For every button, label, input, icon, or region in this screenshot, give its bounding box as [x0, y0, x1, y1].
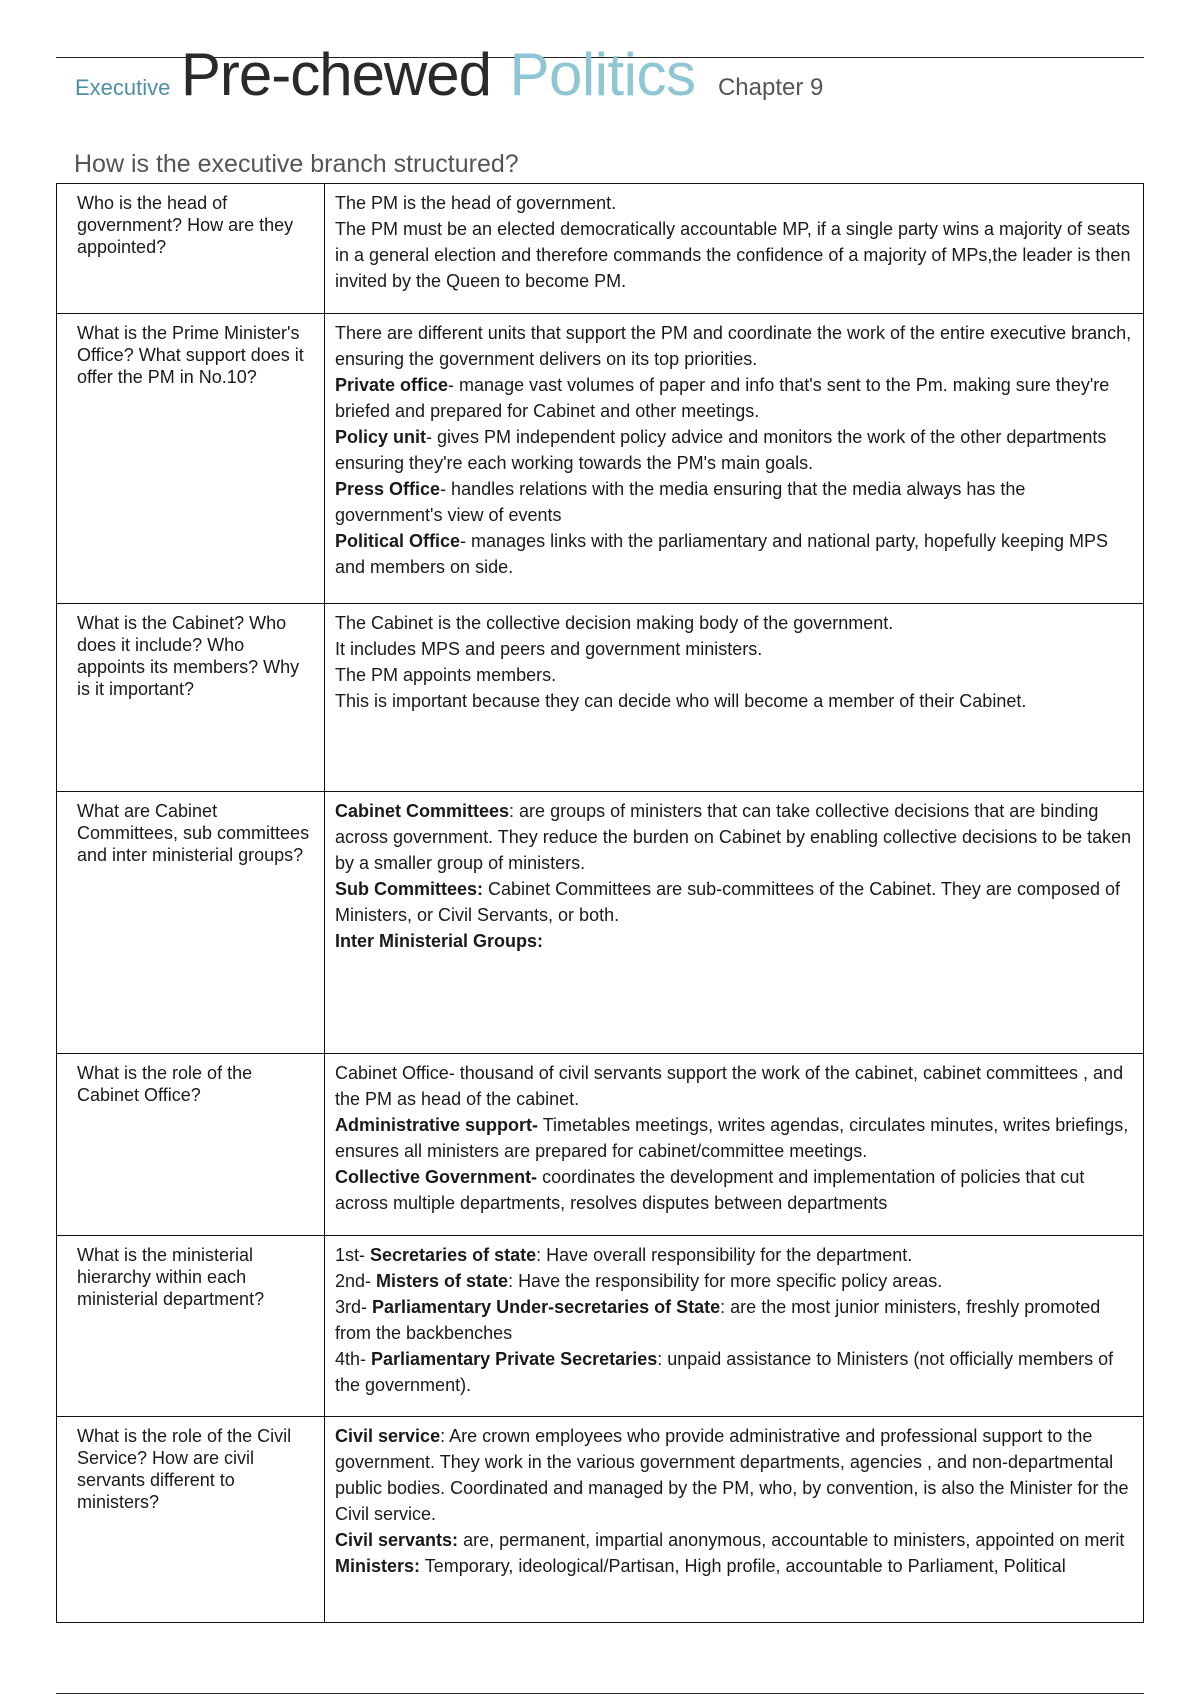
answer-term: Press Office — [335, 479, 441, 499]
question-cell — [57, 1417, 325, 1623]
chapter-label: Chapter 9 — [717, 74, 824, 101]
answer-text: are, permanent, impartial anonymous, accountable to ministers, appointed on merit — [458, 1530, 1125, 1550]
answer-text: Cabinet Committees are sub-committees of the Cabinet. They are composed of Ministers, or Civil Servants, or both. — [335, 879, 1121, 925]
table-row — [57, 604, 1144, 792]
question-text: What is the Cabinet? Who does it include? Who appoints its members? Why is it important? — [77, 613, 300, 699]
question-cell — [57, 314, 325, 604]
answer-term: Collective Government- — [335, 1167, 538, 1187]
answer-text: The PM is the head of government. — [335, 193, 617, 213]
rank-prefix: 4th- — [335, 1349, 372, 1369]
question-text: Who is the head of government? How are they appointed? — [77, 193, 294, 257]
answer-text: This is important because they can decide who will become a member of their Cabinet. — [335, 691, 1027, 711]
question-text: What is the role of the Civil Service? How are civil servants different to ministers? — [77, 1426, 292, 1512]
answer-cell — [325, 1236, 1144, 1417]
answer-line — [335, 610, 1133, 636]
answer-cell — [325, 792, 1144, 1054]
answer-line — [335, 1242, 1133, 1268]
table-row — [57, 184, 1144, 314]
question-cell — [57, 184, 325, 314]
question-text: What is the Prime Minister's Office? What support does it offer the PM in No.10? — [77, 323, 304, 387]
answer-text: : are groups of ministers that can take collective decisions that are binding across government. They reduce the burden on Cabinet by enabling collective decisions to be taken by a smaller group of ministers. — [335, 801, 1132, 873]
answer-line — [335, 1164, 1133, 1216]
table-row — [57, 1054, 1144, 1236]
answer-text: Temporary, ideological/Partisan, High profile, accountable to Parliament, Political — [420, 1556, 1066, 1576]
table-row — [57, 314, 1144, 604]
answer-line — [335, 1346, 1133, 1398]
answer-line — [335, 1553, 1133, 1579]
answer-text: - handles relations with the media ensuring that the media always has the government's view of events — [335, 479, 1026, 525]
brand-title-part1: Pre-chewed — [180, 41, 491, 108]
answer-text: : Have the responsibility for more specific policy areas. — [508, 1271, 943, 1291]
answer-text: : are the most junior ministers, freshly promoted from the backbenches — [335, 1297, 1101, 1343]
answer-term: Civil servants: — [335, 1530, 459, 1550]
answer-text: The PM must be an elected democratically accountable MP, if a single party wins a majority of seats in a general election and therefore commands the confidence of a majority of MPs,the leader is then invited by the Queen to become PM. — [335, 219, 1131, 291]
table-row — [57, 1236, 1144, 1417]
table-row — [57, 792, 1144, 1054]
question-cell — [57, 604, 325, 792]
answer-text: There are different units that support the PM and coordinate the work of the entire executive branch, ensuring the government delivers on its top priorities. — [335, 323, 1132, 369]
answer-cell — [325, 1054, 1144, 1236]
answer-line — [335, 424, 1133, 476]
answer-term: Parliamentary Under-secretaries of State — [372, 1297, 721, 1317]
answer-line — [335, 1294, 1133, 1346]
answer-cell — [325, 1417, 1144, 1623]
answer-line — [335, 928, 1133, 954]
question-cell — [57, 1054, 325, 1236]
page-subtitle: How is the executive branch structured? — [74, 150, 519, 178]
answer-text: - manage vast volumes of paper and info that's sent to the Pm. making sure they're briefed and prepared for Cabinet and other meetings. — [335, 375, 1110, 421]
answer-term: Political Office — [335, 531, 461, 551]
answer-line — [335, 1423, 1133, 1527]
rank-prefix: 3rd- — [335, 1297, 373, 1317]
page-header — [75, 40, 823, 109]
answer-cell — [325, 604, 1144, 792]
answer-line — [335, 320, 1133, 372]
answer-term: Cabinet Committees — [335, 801, 510, 821]
section-label: Executive — [75, 75, 171, 100]
answer-text: coordinates the development and implementation of policies that cut across multiple departments, resolves disputes between departments — [335, 1167, 1085, 1213]
answer-line — [335, 216, 1133, 294]
answer-text: - manages links with the parliamentary and national party, hopefully keeping MPS and members on side. — [335, 531, 1109, 577]
answer-line — [335, 528, 1133, 580]
question-text: What are Cabinet Committees, sub committees and inter ministerial groups? — [77, 801, 310, 865]
question-text: What is the ministerial hierarchy within each ministerial department? — [77, 1245, 265, 1309]
answer-text: : unpaid assistance to Ministers (not officially members of the government). — [335, 1349, 1114, 1395]
answer-text: The Cabinet is the collective decision making body of the government. — [335, 613, 894, 633]
question-cell — [57, 792, 325, 1054]
answer-text: - gives PM independent policy advice and monitors the work of the other departments ensuring they're each working towards the PM's main goals. — [335, 427, 1107, 473]
answer-term: Ministers: — [335, 1556, 421, 1576]
rank-prefix: 1st- — [335, 1245, 371, 1265]
answer-term: Sub Committees: — [335, 879, 484, 899]
answer-term: Private office — [335, 375, 449, 395]
answer-line — [335, 1060, 1133, 1112]
answer-term: Policy unit — [335, 427, 427, 447]
answer-line — [335, 662, 1133, 688]
answer-line — [335, 688, 1133, 714]
question-cell — [57, 1236, 325, 1417]
answer-line — [335, 798, 1133, 876]
answer-cell — [325, 184, 1144, 314]
answer-cell — [325, 314, 1144, 604]
answer-text: : Have overall responsibility for the department. — [536, 1245, 913, 1265]
answer-line — [335, 876, 1133, 928]
answer-term: Secretaries of state — [370, 1245, 537, 1265]
answer-text: Timetables meetings, writes agendas, circulates minutes, writes briefings, ensures all ministers are prepared for cabinet/committee meetings. — [335, 1115, 1129, 1161]
rank-prefix: 2nd- — [335, 1271, 377, 1291]
answer-text: : Are crown employees who provide administrative and professional support to the government. They work in the various government departments, agencies , and non-departmental public bodies. Coordinated and managed by the PM, who, by convention, is also the Minister for the Civil service. — [335, 1426, 1129, 1524]
answer-term: Misters of state — [376, 1271, 509, 1291]
answer-line — [335, 372, 1133, 424]
answer-term: Parliamentary Private Secretaries — [371, 1349, 658, 1369]
answer-line — [335, 1527, 1133, 1553]
answer-line — [335, 476, 1133, 528]
answer-text: Cabinet Office- thousand of civil servants support the work of the cabinet, cabinet committees , and the PM as head of the cabinet. — [335, 1063, 1124, 1109]
answer-term: Civil service — [335, 1426, 441, 1446]
answer-text: It includes MPS and peers and government ministers. — [335, 639, 763, 659]
answer-line — [335, 1112, 1133, 1164]
qa-table — [56, 183, 1144, 1623]
answer-text: The PM appoints members. — [335, 665, 557, 685]
brand-title-part2: Politics — [509, 41, 696, 108]
table-row — [57, 1417, 1144, 1623]
answer-term: Inter Ministerial Groups: — [335, 931, 544, 951]
answer-line — [335, 190, 1133, 216]
answer-line — [335, 636, 1133, 662]
answer-line — [335, 1268, 1133, 1294]
bottom-rule — [56, 1693, 1144, 1694]
question-text: What is the role of the Cabinet Office? — [77, 1063, 253, 1105]
answer-term: Administrative support- — [335, 1115, 539, 1135]
